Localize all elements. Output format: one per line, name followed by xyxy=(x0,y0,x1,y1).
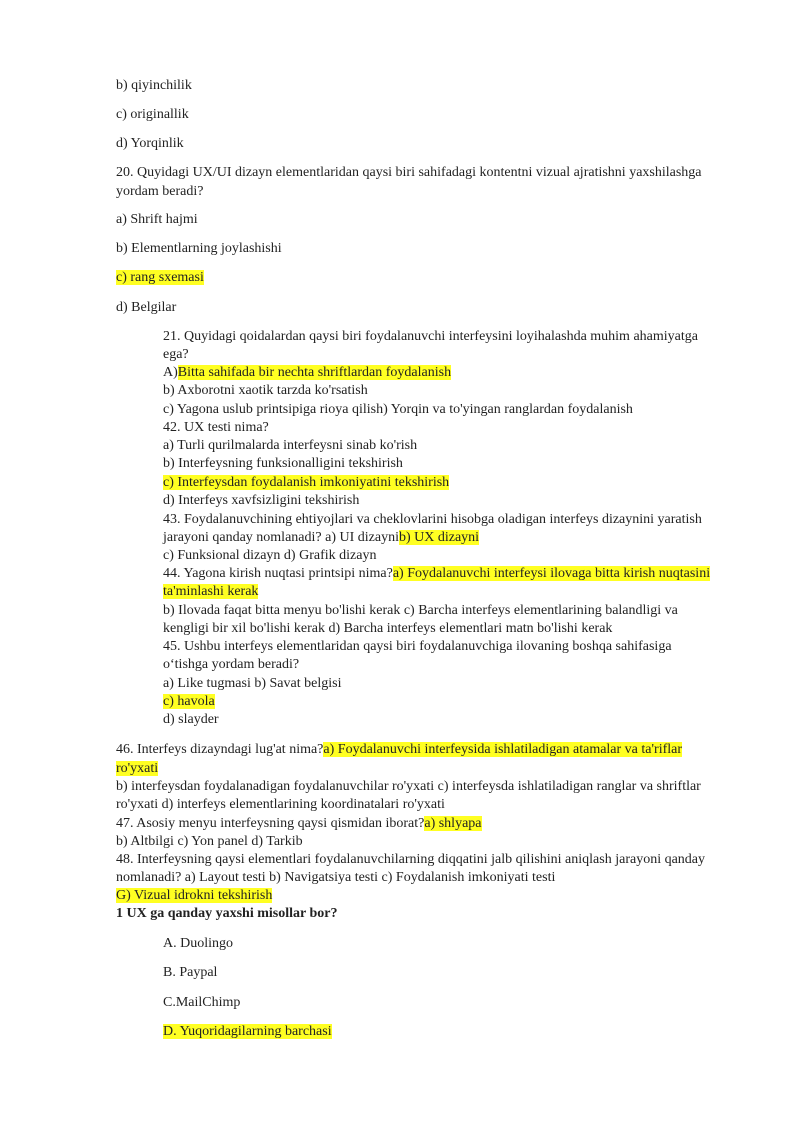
question-47 xyxy=(116,815,482,833)
answer-highlight: a) shlyapa xyxy=(424,816,482,831)
answer-highlight: ro'yxati xyxy=(116,761,159,776)
option-46-bc: b) interfeysdan foydalanadigan foydalanuvchilar ro'yxati c) interfeysda ishlatiladigan ranglar va shriftlar xyxy=(116,779,701,794)
option-46-d: ro'yxati d) interfeys elementlarining koordinatalari ro'yxati xyxy=(116,797,445,812)
option-1-b: B. Paypal xyxy=(163,965,218,980)
option-42-a: a) Turli qurilmalarda interfeysni sinab ko'rish xyxy=(163,438,418,453)
question-21-cont: ega? xyxy=(163,347,189,362)
question-45-cont: o‘tishga yordam beradi? xyxy=(163,657,300,672)
question-43: 43. Foydalanuvchining ehtiyojlari va cheklovlarini hisobga oladigan interfeys dizaynini yaratish xyxy=(163,512,702,527)
option-d-belgilar: d) Belgilar xyxy=(116,300,177,315)
answer-1-d xyxy=(163,1023,332,1041)
answer-highlight: a) Foydalanuvchi interfeysida ishlatiladigan atamalar va ta'riflar xyxy=(323,742,683,757)
option-45-ab: a) Like tugmasi b) Savat belgisi xyxy=(163,676,342,691)
question-44-text: 44. Yagona kirish nuqtasi printsipi nima? xyxy=(163,566,393,581)
answer-44-cont xyxy=(163,583,258,601)
answer-highlight: a) Foydalanuvchi interfeysi ilovaga bitta kirish nuqtasini xyxy=(392,566,711,581)
question-43-cont xyxy=(163,529,479,547)
option-1-c: C.MailChimp xyxy=(163,995,241,1010)
answer-highlight: b) UX dizayni xyxy=(398,530,480,545)
answer-c-rang xyxy=(116,269,204,287)
option-d-yorqinlik: d) Yorqinlik xyxy=(116,136,184,151)
option-c-originallik: c) originallik xyxy=(116,107,189,122)
option-b-elementlar: b) Elementlarning joylashishi xyxy=(116,241,282,256)
option-47-bcd: b) Altbilgi c) Yon panel d) Tarkib xyxy=(116,834,303,849)
question-44 xyxy=(163,565,710,583)
answer-highlight: D. Yuqoridagilarning barchasi xyxy=(163,1024,332,1039)
option-b-qiyinchilik: b) qiyinchilik xyxy=(116,78,192,93)
option-45-d: d) slayder xyxy=(163,712,219,727)
question-20: 20. Quyidagi UX/UI dizayn elementlaridan qaysi biri sahifadagi kontentni vizual ajratishni yaxshilashga xyxy=(116,165,702,180)
answer-highlight: c) Interfeysdan foydalanish imkoniyatini tekshirish xyxy=(163,475,450,490)
option-43-cd: c) Funksional dizayn d) Grafik dizayn xyxy=(163,548,377,563)
answer-21-a xyxy=(163,364,451,382)
option-44-bc: b) Ilovada faqat bitta menyu bo'lishi kerak c) Barcha interfeys elementlarining balandligi va xyxy=(163,603,678,618)
question-46 xyxy=(116,741,682,759)
option-1-a: A. Duolingo xyxy=(163,936,233,951)
question-20-cont: yordam beradi? xyxy=(116,184,204,199)
option-a-shrift: a) Shrift hajmi xyxy=(116,212,198,227)
question-42: 42. UX testi nima? xyxy=(163,420,269,435)
answer-45-c xyxy=(163,693,215,711)
question-48-cont: nomlanadi? a) Layout testi b) Navigatsiya testi c) Foydalanish imkoniyati testi xyxy=(116,870,556,885)
answer-highlight: G) Vizual idrokni tekshirish xyxy=(116,888,273,903)
question-48: 48. Interfeysning qaysi elementlari foydalanuvchilarning diqqatini jalb qilishini aniqlash jarayoni qanday xyxy=(116,852,706,867)
question-43-text: jarayoni qanday nomlanadi? a) UI dizayni xyxy=(163,530,399,545)
answer-highlight: c) rang sxemasi xyxy=(116,270,204,285)
answer-prefix: A) xyxy=(163,365,178,380)
answer-48-g xyxy=(116,887,272,905)
question-1-ux: 1 UX ga qanday yaxshi misollar bor? xyxy=(116,906,338,921)
question-47-text: 47. Asosiy menyu interfeysning qaysi qismidan iborat? xyxy=(116,816,425,831)
answer-highlight: Bitta sahifada bir nechta shriftlardan foydalanish xyxy=(177,365,452,380)
answer-46-cont xyxy=(116,760,158,778)
option-42-d: d) Interfeys xavfsizligini tekshirish xyxy=(163,493,360,508)
question-46-text: 46. Interfeys dizayndagi lug'at nima? xyxy=(116,742,324,757)
option-21-b: b) Axborotni xaotik tarzda ko'rsatish xyxy=(163,383,368,398)
answer-42-c xyxy=(163,474,449,492)
option-44-d: kengligi bir xil bo'lishi kerak d) Barcha interfeys elementlari matn bo'lishi kerak xyxy=(163,621,613,636)
answer-highlight: c) havola xyxy=(163,694,215,709)
question-45: 45. Ushbu interfeys elementlaridan qaysi biri foydalanuvchiga ilovaning boshqa sahifasiga xyxy=(163,639,672,654)
question-21: 21. Quyidagi qoidalardan qaysi biri foydalanuvchi interfeysini loyihalashda muhim ahamiyatga xyxy=(163,329,698,344)
option-42-b: b) Interfeysning funksionalligini tekshirish xyxy=(163,456,403,471)
option-21-c: c) Yagona uslub printsipiga rioya qilish) Yorqin va to'yingan ranglardan foydalanish xyxy=(163,402,633,417)
answer-highlight: ta'minlashi kerak xyxy=(163,584,259,599)
